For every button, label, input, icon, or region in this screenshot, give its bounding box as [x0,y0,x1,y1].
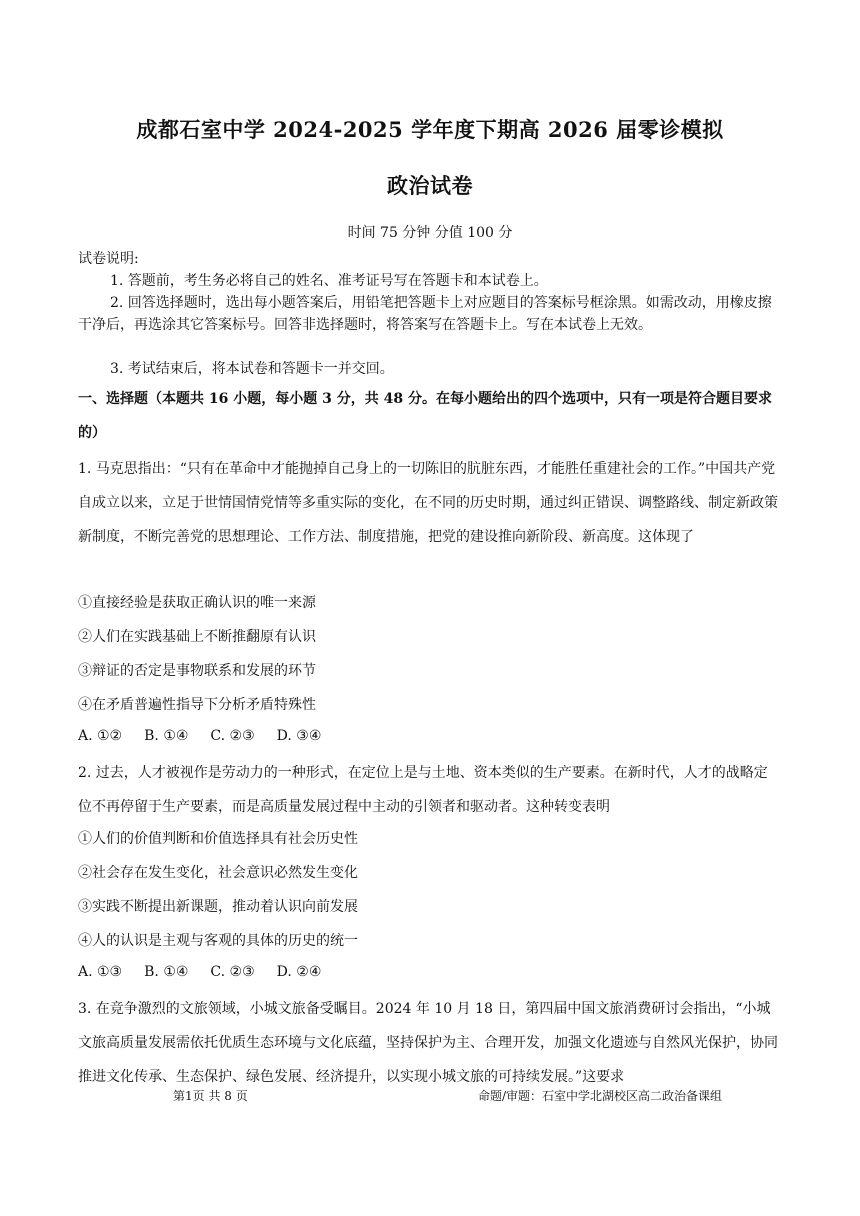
exam-title: 成都石室中学 2024-2025 学年度下期高 2026 届零诊模拟 [136,117,724,142]
instruction-item [78,292,778,336]
choice: C. ②③ [210,728,255,744]
choice: C. ②③ [210,964,255,980]
question-2-option: ③实践不断提出新课题，推动着认识向前发展 [78,899,358,915]
exam-subject: 政治试卷 [387,173,473,198]
exam-meta: 时间 75 分钟 分值 100 分 [347,225,513,241]
question-1-choices [78,728,321,744]
author-credit: 命题/审题：石室中学北湖校区高二政治备课组 [478,1089,723,1103]
question-2-choices [78,964,321,980]
instruction-text: 3. 考试结束后，将本试卷和答题卡一并交回。 [110,361,394,377]
section-heading: 一、选择题（本题共 16 小题，每小题 3 分，共 48 分。在每小题给出的四个选项中，只有一项是符合题目要求的） [78,391,772,441]
choice: A. ①② [78,728,123,744]
question-2-stem: 2. 过去，人才被视作是劳动力的一种形式，在定位上是与土地、资本类似的生产要素。在新时代，人才的战略定位不再停留于生产要素，而是高质量发展过程中主动的引领者和驱动者。这种转变表明 [78,765,768,815]
instructions-heading: 试卷说明: [78,251,139,267]
choice: B. ①④ [144,964,189,980]
question-1-option: ③辩证的否定是事物联系和发展的环节 [78,663,316,679]
choice: B. ①④ [144,728,189,744]
choice: D. ②④ [276,964,322,980]
question-1-option: ①直接经验是获取正确认识的唯一来源 [78,595,316,611]
question-1-stem: 1. 马克思指出：“只有在革命中才能抛掉自己身上的一切陈旧的肮脏东西，才能胜任重建社会的工作。”中国共产党自成立以来，立足于世情国情党情等多重实际的变化，在不同的历史时期，通过纠正错误、调整路线、制定新政策新制度，不断完善党的思想理论、工作方法、制度措施，把党的建设推向新阶段、新高度。这体现了 [78,461,778,545]
instruction-text: 1. 答题前，考生务必将自己的姓名、准考证号写在答题卡和本试卷上。 [110,273,548,289]
instruction-item [78,358,778,380]
question-2-option: ④人的认识是主观与客观的具体的历史的统一 [78,933,358,949]
choice: D. ③④ [276,728,322,744]
question-1-option: ②人们在实践基础上不断推翻原有认识 [78,629,316,645]
instruction-text: 2. 回答选择题时，选出每小题答案后，用铅笔把答题卡上对应题目的答案标号框涂黑。如需改动，用橡皮擦干净后，再选涂其它答案标号。回答非选择题时，将答案写在答题卡上。写在本试卷上无效。 [78,295,772,333]
question-3-stem: 3. 在竞争激烈的文旅领域，小城文旅备受瞩目。2024 年 10 月 18 日，第四届中国文旅消费研讨会指出，“小城文旅高质量发展需依托优质生态环境与文化底蕴，坚持保护为主、合理开发，加强文化遗迹与自然风光保护，协同推进文化传承、生态保护、绿色发展、经济提升，以实现小城文旅的可持续发展。”这要求 [78,1001,778,1085]
question-2-option: ①人们的价值判断和价值选择具有社会历史性 [78,831,358,847]
choice: A. ①③ [78,964,123,980]
page-number: 第1页 共 8 页 [173,1089,248,1103]
instruction-item [78,270,778,292]
question-1-option: ④在矛盾普遍性指导下分析矛盾特殊性 [78,697,316,713]
question-2-option: ②社会存在发生变化，社会意识必然发生变化 [78,865,358,881]
